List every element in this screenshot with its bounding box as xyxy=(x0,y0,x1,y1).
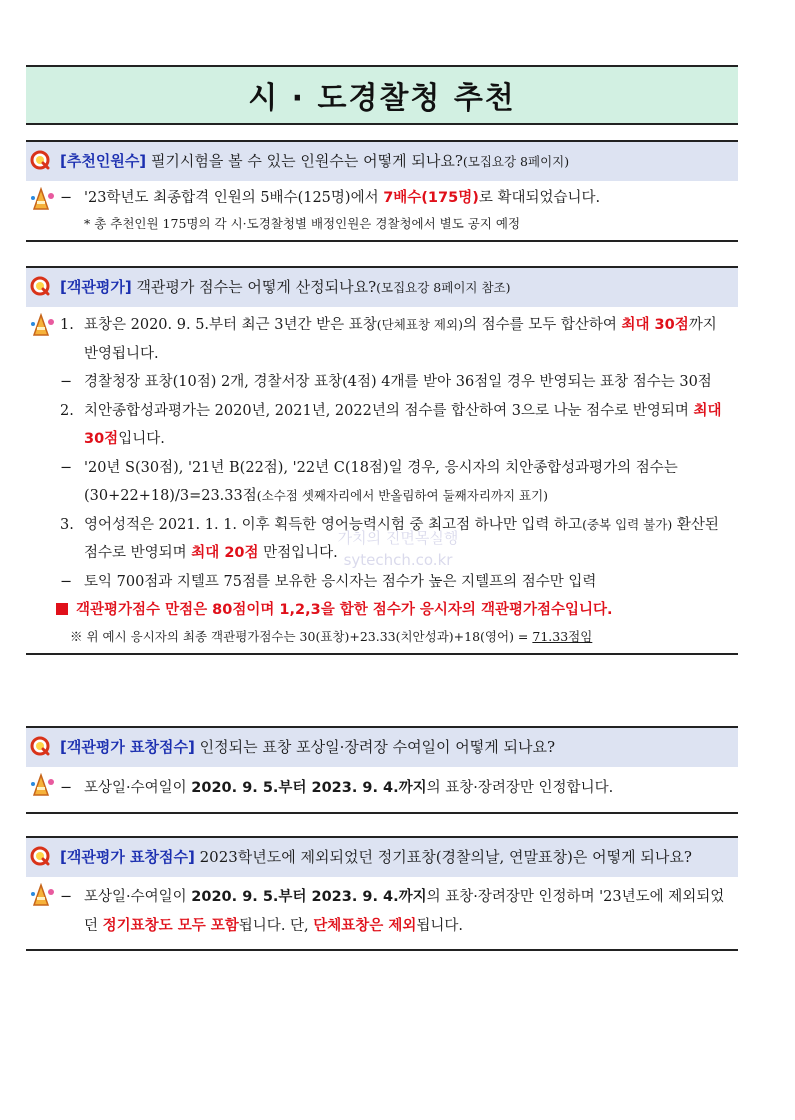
question-text: 2023학년도에 제외되었던 정기표창(경찰의날, 연말표창)은 어떻게 되나요? xyxy=(194,848,692,866)
answer-small-text: (소수점 셋째자리에서 반올림하여 둘째자리까지 표기) xyxy=(256,488,549,503)
question-row xyxy=(26,268,738,307)
answer-icon xyxy=(28,883,56,907)
note-underlined-total: 71.33점임 xyxy=(532,628,593,644)
answer-text: '20년 S(30점), '21년 B(22점), '22년 C(18점)일 경우, 응시자의 치안종합성과평가의 점수는 (30+22+18)/3=23.33점 xyxy=(84,459,678,504)
question-icon xyxy=(30,846,50,866)
qa-section-objective-evaluation xyxy=(26,266,738,655)
answer-highlight-included: 정기표창도 모두 포함 xyxy=(102,918,239,934)
question-row xyxy=(26,142,738,181)
answer-icon xyxy=(28,313,56,337)
question-tag: [객관평가] xyxy=(60,278,132,296)
answer-row xyxy=(26,767,738,812)
answer-text: 의 점수를 모두 합산하여 xyxy=(462,317,622,333)
answer-highlight: 최대 30점 xyxy=(84,402,722,447)
answer-text-end: 로 확대되었습니다. xyxy=(478,190,601,206)
dash-marker: − xyxy=(60,459,73,476)
list-number: 1. xyxy=(60,317,74,333)
question-text: 필기시험을 볼 수 있는 인원수는 어떻게 되나요? xyxy=(146,152,463,170)
answer-line-english-example xyxy=(60,568,730,597)
answer-small-text: (중복 입력 불가) xyxy=(582,516,673,532)
list-number: 2. xyxy=(60,402,74,419)
answer-highlight-excluded: 단체표창은 제외 xyxy=(313,918,417,934)
answer-row xyxy=(26,877,738,949)
watermark-line-2: sytechch.co.kr xyxy=(343,551,453,569)
qa-section-regular-commendation xyxy=(26,836,738,951)
question-tag: [객관평가 표창점수] xyxy=(60,848,195,866)
question-tag: [객관평가 표창점수] xyxy=(60,738,195,756)
question-reference: (모집요강 8페이지 참조) xyxy=(376,280,511,295)
question-tag: [추천인원수] xyxy=(60,152,147,170)
question-row xyxy=(26,728,738,767)
answer-text: 환산된 점수로 반영되며 xyxy=(84,516,719,561)
question-row xyxy=(26,838,738,877)
answer-icon xyxy=(28,187,56,211)
answer-text: 포상일·수여일이 xyxy=(84,780,192,796)
answer-small-text: (단체표창 제외) xyxy=(376,317,463,332)
answer-highlight: 최대 20점 xyxy=(191,545,259,561)
question-text: 객관평가 점수는 어떻게 산정되나요? xyxy=(131,278,377,296)
answer-highlight: 최대 30점 xyxy=(621,317,689,333)
answer-text: 입니다. xyxy=(118,431,165,447)
answer-note: * 총 추천인원 175명의 각 시·도경찰청별 배정인원은 경찰청에서 별도 공지 예정 xyxy=(84,216,521,231)
dash-marker: − xyxy=(60,780,73,796)
answer-text: 표창은 2020. 9. 5.부터 최근 3년간 받은 표창 xyxy=(84,317,377,333)
answer-note xyxy=(60,625,730,649)
dash-marker: − xyxy=(60,374,73,390)
question-reference: (모집요강 8페이지) xyxy=(462,154,570,169)
answer-text: 의 표창·장려장만 인정합니다. xyxy=(426,780,614,796)
answer-text: 치안종합성과평가는 2020년, 2021년, 2022년의 점수를 합산하여 3으로 나눈 점수로 반영되며 xyxy=(84,402,694,419)
answer-line xyxy=(60,883,730,941)
answer-text: 됩니다. xyxy=(416,918,464,934)
answer-row xyxy=(26,307,738,653)
answer-line xyxy=(60,185,730,212)
answer-line-security-example xyxy=(60,454,730,511)
answer-text: 만점입니다. xyxy=(258,545,338,561)
answer-text: 경찰청장 표창(10점) 2개, 경찰서장 표창(4점) 4개를 받아 36점일 경우 반영되는 표창 점수는 30점 xyxy=(84,374,712,390)
answer-line xyxy=(60,775,730,802)
answer-line-commendation xyxy=(60,311,730,368)
answer-text: 영어성적은 2021. 1. 1. 이후 획득한 영어능력시험 중 최고점 하나만 입력 하고 xyxy=(84,516,583,533)
dash-marker: − xyxy=(60,190,73,206)
answer-line-commendation-example xyxy=(60,368,730,397)
question-text: 인정되는 표창 포상일·장려장 수여일이 어떻게 되나요? xyxy=(194,738,556,756)
answer-row xyxy=(26,181,738,240)
qa-section-commendation-date xyxy=(26,726,738,814)
page-title: 시 · 도경찰청 추천 xyxy=(248,81,516,116)
question-icon xyxy=(30,736,50,756)
answer-icon xyxy=(28,773,56,797)
answer-line-security-performance xyxy=(60,397,730,454)
answer-highlight: 7배수(175명) xyxy=(383,190,479,206)
answer-text: 됩니다. 단, xyxy=(238,918,314,934)
answer-text: '23학년도 최종합격 인원의 5배수(125명)에서 xyxy=(84,190,384,206)
question-icon xyxy=(30,150,50,170)
question-icon xyxy=(30,276,50,296)
answer-bold-dates: 2020. 9. 5.부터 2023. 9. 4.까지 xyxy=(191,889,427,905)
list-number: 3. xyxy=(60,516,74,533)
total-score-highlight xyxy=(56,596,730,625)
dash-marker: − xyxy=(60,573,73,590)
answer-text: 까지 반영됩니다. xyxy=(84,317,717,362)
answer-text: 포상일·수여일이 xyxy=(84,889,192,905)
answer-text: 의 표창·장려장만 인정하며 '23년도에 제외되었던 xyxy=(84,889,725,934)
answer-bold-dates: 2020. 9. 5.부터 2023. 9. 4.까지 xyxy=(191,780,427,796)
dash-marker: − xyxy=(60,889,73,905)
page-title-box xyxy=(26,65,738,125)
note-text: ※ 위 예시 응시자의 최종 객관평가점수는 30(표창)+23.33(치안성과)+18(영어) = xyxy=(70,628,533,644)
answer-text: 토익 700점과 지텔프 75점를 보유한 응시자는 점수가 높은 지텔프의 점수만 입력 xyxy=(84,573,597,590)
qa-section-recommendation-count xyxy=(26,140,738,242)
red-square-bullet xyxy=(56,603,68,615)
highlight-text: 객관평가점수 만점은 80점이며 1,2,3을 합한 점수가 응시자의 객관평가점수입니다. xyxy=(76,602,613,618)
watermark-line-1: 가치의 진면목실행 xyxy=(337,529,459,547)
answer-line-english xyxy=(60,511,730,568)
